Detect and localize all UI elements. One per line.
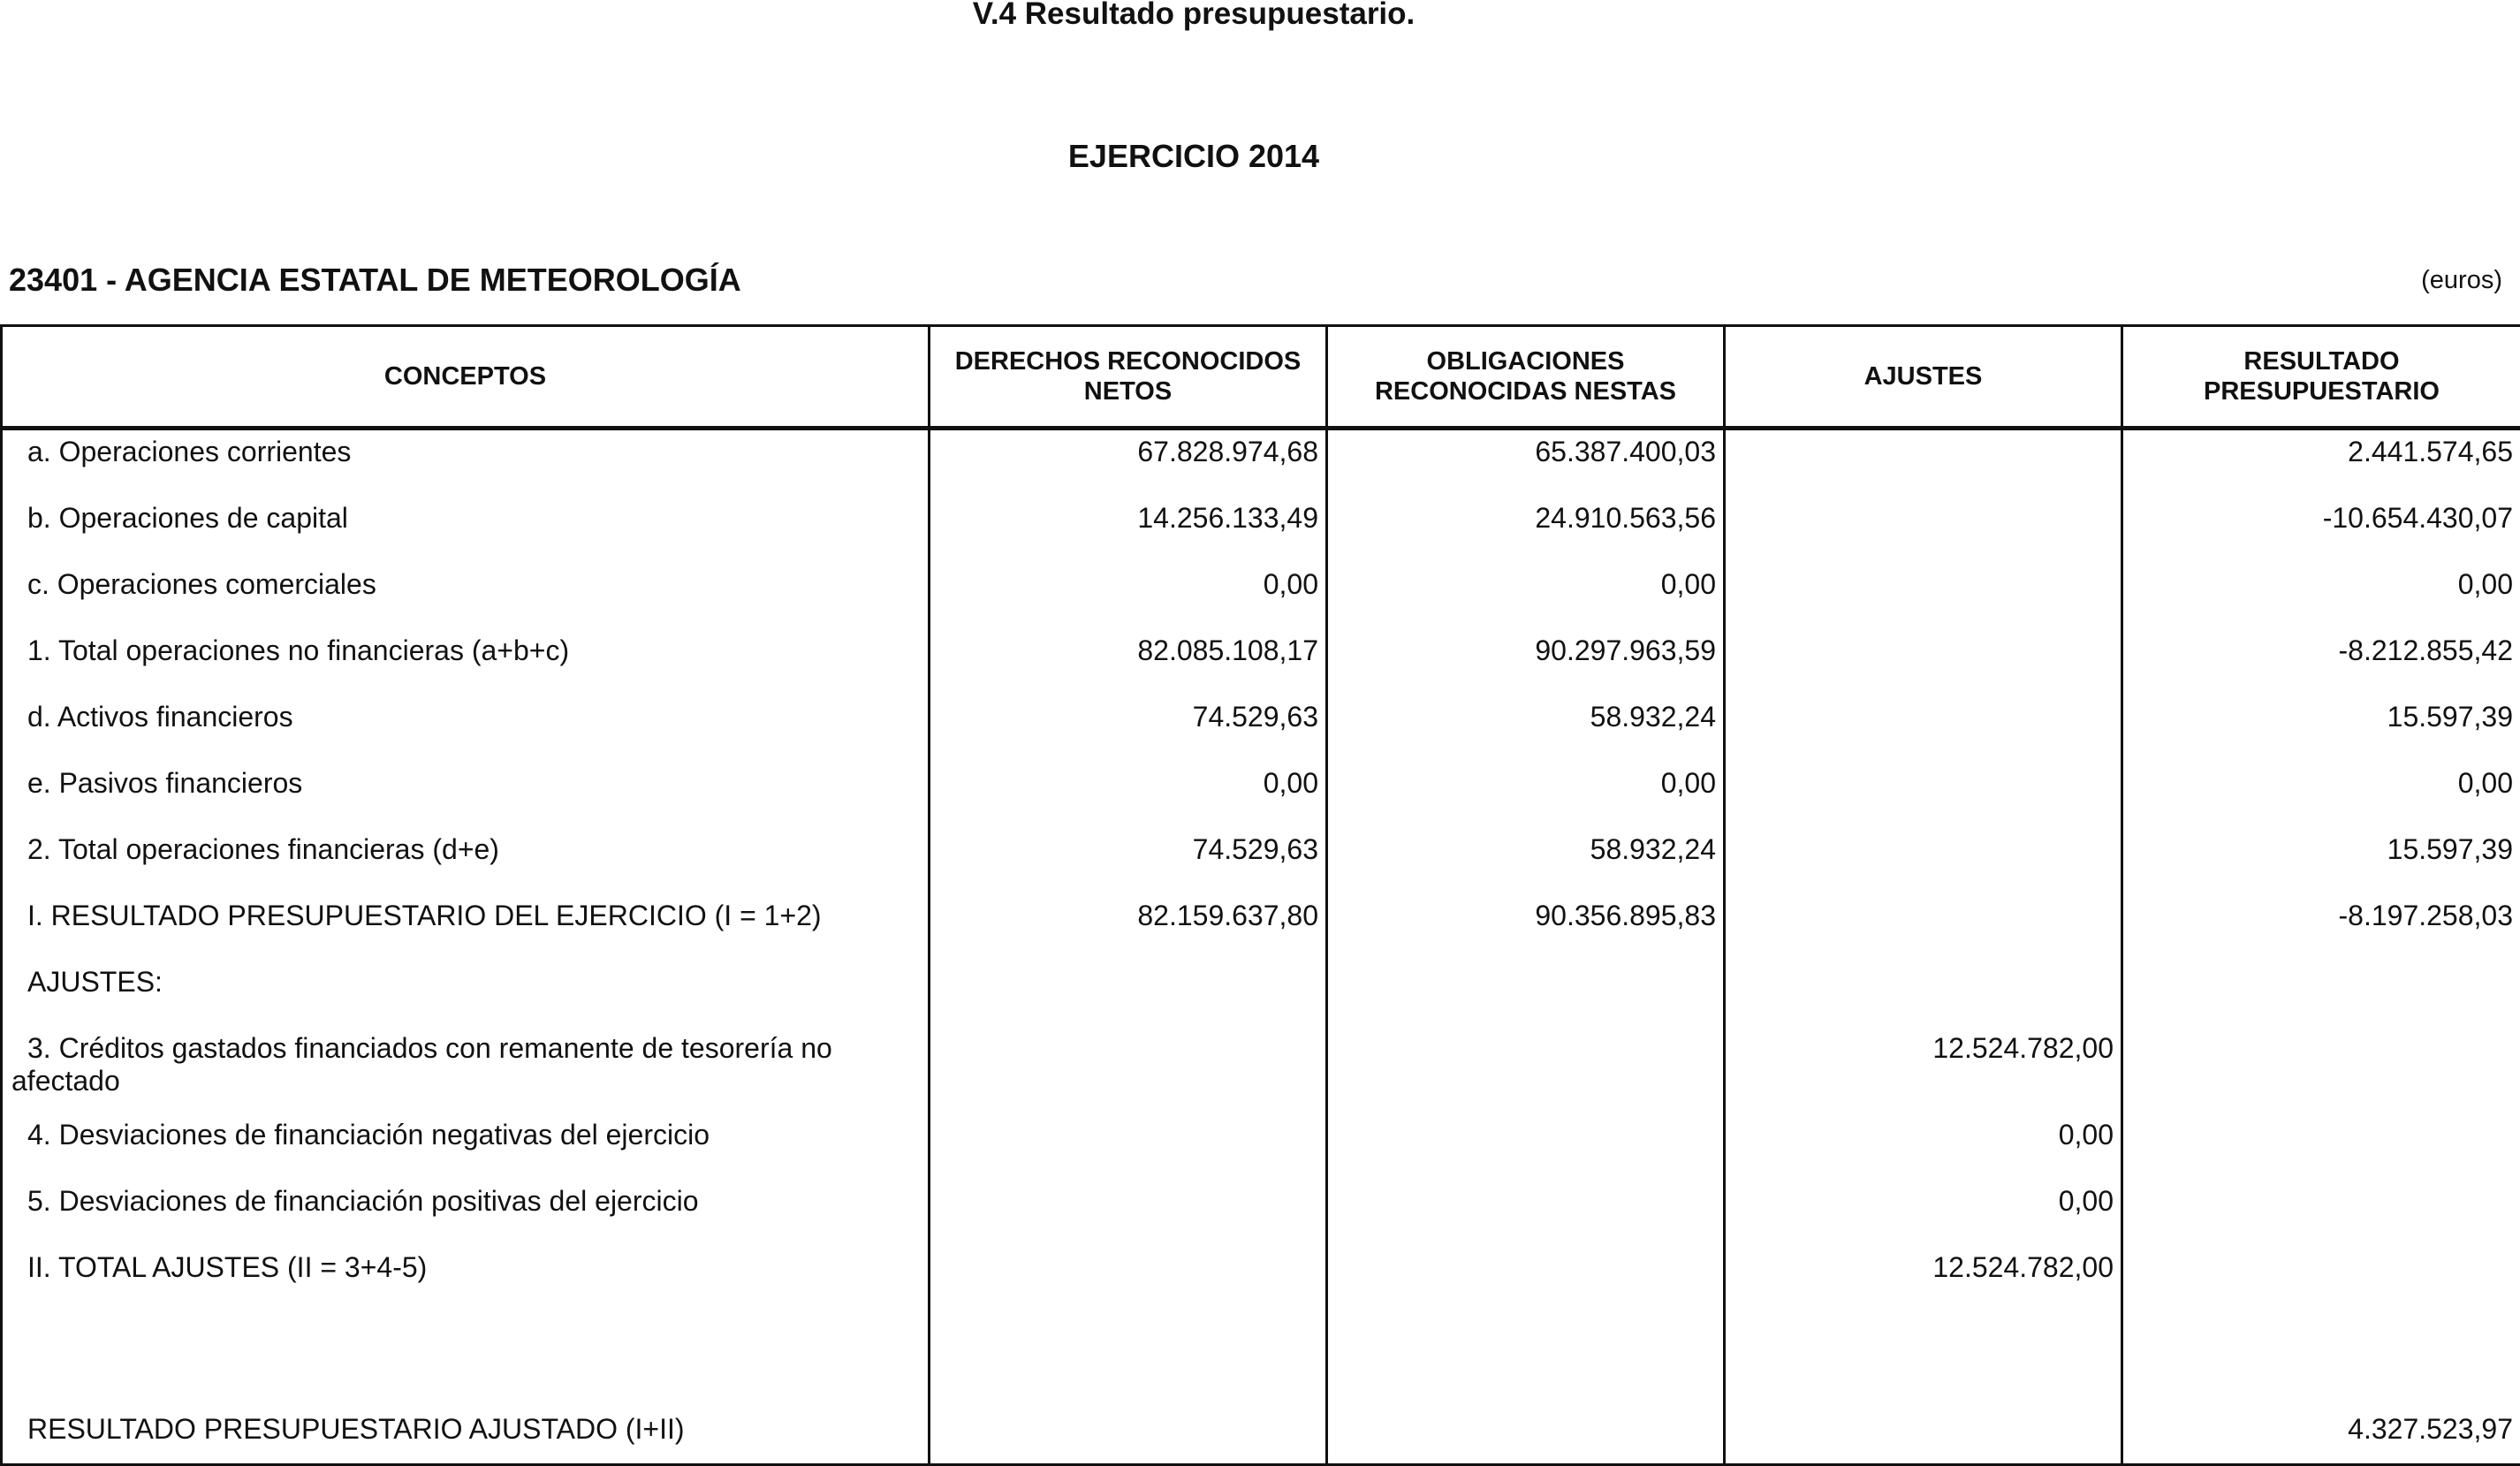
derechos-cell: 82.085.108,17 xyxy=(930,629,1327,695)
table-row xyxy=(2,629,2520,695)
obligaciones-cell xyxy=(1327,1246,1725,1312)
derechos-cell xyxy=(930,1246,1327,1312)
obligaciones-cell: 0,00 xyxy=(1327,762,1725,828)
derechos-cell xyxy=(930,1180,1327,1246)
table-row xyxy=(2,1312,2520,1379)
obligaciones-cell xyxy=(1327,1113,1725,1180)
obligaciones-cell: 0,00 xyxy=(1327,563,1725,629)
obligaciones-cell: 90.297.963,59 xyxy=(1327,629,1725,695)
resultado-cell: 15.597,39 xyxy=(2122,695,2520,762)
table-row xyxy=(2,828,2520,894)
ajustes-cell xyxy=(1725,1312,2122,1379)
resultado-cell: 0,00 xyxy=(2122,563,2520,629)
ajustes-cell xyxy=(1725,563,2122,629)
concepto-cell: 5. Desviaciones de financiación positivas del ejercicio xyxy=(2,1180,930,1246)
derechos-cell xyxy=(930,1027,1327,1113)
obligaciones-cell xyxy=(1327,1312,1725,1379)
derechos-cell: 67.828.974,68 xyxy=(930,429,1327,498)
resultado-cell: 4.327.523,97 xyxy=(2122,1379,2520,1465)
resultado-cell: -8.197.258,03 xyxy=(2122,894,2520,961)
concepto-cell: 2. Total operaciones financieras (d+e) xyxy=(2,828,930,894)
concepto-cell: b. Operaciones de capital xyxy=(2,497,930,563)
ajustes-cell xyxy=(1725,695,2122,762)
obligaciones-cell: 90.356.895,83 xyxy=(1327,894,1725,961)
table-row xyxy=(2,1027,2520,1113)
column-header-conceptos: CONCEPTOS xyxy=(2,326,930,429)
obligaciones-cell xyxy=(1327,1180,1725,1246)
ajustes-cell xyxy=(1725,961,2122,1027)
concepto-cell: 1. Total operaciones no financieras (a+b+c) xyxy=(2,629,930,695)
ajustes-cell: 0,00 xyxy=(1725,1113,2122,1180)
resultado-cell xyxy=(2122,1180,2520,1246)
table-row xyxy=(2,563,2520,629)
table-row xyxy=(2,894,2520,961)
table-row xyxy=(2,961,2520,1027)
ajustes-cell: 12.524.782,00 xyxy=(1725,1027,2122,1113)
budget-result-table xyxy=(0,324,2520,1466)
table-row xyxy=(2,429,2520,498)
obligaciones-cell xyxy=(1327,1027,1725,1113)
derechos-cell: 0,00 xyxy=(930,762,1327,828)
concepto-cell: c. Operaciones comerciales xyxy=(2,563,930,629)
concepto-cell: AJUSTES: xyxy=(2,961,930,1027)
concepto-cell: II. TOTAL AJUSTES (II = 3+4-5) xyxy=(2,1246,930,1312)
table-row xyxy=(2,1113,2520,1180)
obligaciones-cell: 24.910.563,56 xyxy=(1327,497,1725,563)
derechos-cell: 82.159.637,80 xyxy=(930,894,1327,961)
derechos-cell xyxy=(930,1379,1327,1465)
derechos-cell xyxy=(930,1113,1327,1180)
resultado-cell: -8.212.855,42 xyxy=(2122,629,2520,695)
ajustes-cell: 12.524.782,00 xyxy=(1725,1246,2122,1312)
ajustes-cell xyxy=(1725,762,2122,828)
page-title: V.4 Resultado presupuestario. xyxy=(0,0,2387,28)
obligaciones-cell xyxy=(1327,961,1725,1027)
obligaciones-cell: 58.932,24 xyxy=(1327,828,1725,894)
resultado-cell xyxy=(2122,1113,2520,1180)
concepto-cell: RESULTADO PRESUPUESTARIO AJUSTADO (I+II) xyxy=(2,1379,930,1465)
fiscal-year-heading: EJERCICIO 2014 xyxy=(0,138,2387,175)
column-header-resultado: RESULTADO PRESUPUESTARIO xyxy=(2122,326,2520,429)
table-header-row xyxy=(2,326,2520,429)
table-row xyxy=(2,1180,2520,1246)
concepto-cell: 4. Desviaciones de financiación negativas del ejercicio xyxy=(2,1113,930,1180)
resultado-cell: 2.441.574,65 xyxy=(2122,429,2520,498)
obligaciones-cell: 65.387.400,03 xyxy=(1327,429,1725,498)
resultado-cell: -10.654.430,07 xyxy=(2122,497,2520,563)
derechos-cell xyxy=(930,961,1327,1027)
ajustes-cell xyxy=(1725,497,2122,563)
table-row xyxy=(2,497,2520,563)
ajustes-cell xyxy=(1725,1379,2122,1465)
ajustes-cell xyxy=(1725,828,2122,894)
column-header-ajustes: AJUSTES xyxy=(1725,326,2122,429)
concepto-cell: a. Operaciones corrientes xyxy=(2,429,930,498)
ajustes-cell xyxy=(1725,429,2122,498)
derechos-cell: 74.529,63 xyxy=(930,828,1327,894)
resultado-cell xyxy=(2122,961,2520,1027)
obligaciones-cell xyxy=(1327,1379,1725,1465)
entity-heading: 23401 - AGENCIA ESTATAL DE METEOROLOGÍA xyxy=(9,262,741,299)
resultado-cell: 15.597,39 xyxy=(2122,828,2520,894)
concepto-cell: d. Activos financieros xyxy=(2,695,930,762)
units-label: (euros) xyxy=(2421,265,2502,295)
ajustes-cell: 0,00 xyxy=(1725,1180,2122,1246)
derechos-cell xyxy=(930,1312,1327,1379)
resultado-cell xyxy=(2122,1312,2520,1379)
resultado-cell: 0,00 xyxy=(2122,762,2520,828)
concepto-cell: 3. Créditos gastados financiados con remanente de tesorería no afectado xyxy=(2,1027,930,1113)
ajustes-cell xyxy=(1725,629,2122,695)
concepto-cell: I. RESULTADO PRESUPUESTARIO DEL EJERCICIO (I = 1+2) xyxy=(2,894,930,961)
table-row xyxy=(2,1246,2520,1312)
concepto-cell: e. Pasivos financieros xyxy=(2,762,930,828)
table-row xyxy=(2,1379,2520,1465)
derechos-cell: 14.256.133,49 xyxy=(930,497,1327,563)
table-row xyxy=(2,695,2520,762)
derechos-cell: 74.529,63 xyxy=(930,695,1327,762)
obligaciones-cell: 58.932,24 xyxy=(1327,695,1725,762)
ajustes-cell xyxy=(1725,894,2122,961)
resultado-cell xyxy=(2122,1246,2520,1312)
column-header-obligaciones: OBLIGACIONES RECONOCIDAS NESTAS xyxy=(1327,326,1725,429)
column-header-derechos: DERECHOS RECONOCIDOS NETOS xyxy=(930,326,1327,429)
derechos-cell: 0,00 xyxy=(930,563,1327,629)
resultado-cell xyxy=(2122,1027,2520,1113)
table-row xyxy=(2,762,2520,828)
concepto-cell xyxy=(2,1312,930,1379)
